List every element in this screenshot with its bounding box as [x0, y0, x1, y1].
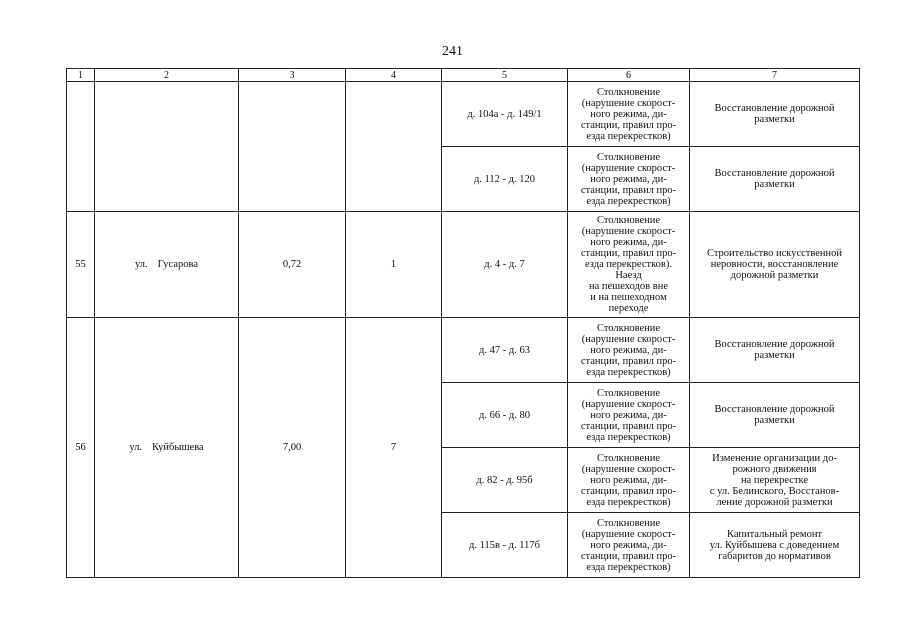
house-range: д. 66 - д. 80	[442, 383, 568, 448]
table-row	[67, 82, 860, 147]
count	[346, 82, 442, 212]
measure: Изменение организации до- рожного движения на перекрестке с ул. Белинского, Восстанов- ление дорожной разметки	[690, 448, 860, 513]
accident-type: Столкновение (нарушение скорост- ного режима, ди- станции, правил про- езда перекрестков)	[568, 448, 690, 513]
measure: Восстановление дорожной разметки	[690, 82, 860, 147]
measure: Восстановление дорожной разметки	[690, 147, 860, 212]
house-range: д. 115в - д. 117б	[442, 513, 568, 578]
house-range: д. 104а - д. 149/1	[442, 82, 568, 147]
row-number: 56	[67, 318, 95, 578]
accident-type: Столкновение (нарушение скорост- ного режима, ди- станции, правил про- езда перекрестков)	[568, 82, 690, 147]
measure: Капитальный ремонт ул. Куйбышева с доведением габаритов до нормативов	[690, 513, 860, 578]
accident-type: Столкновение (нарушение скорост- ного режима, ди- станции, правил про- езда перекрестков)	[568, 513, 690, 578]
street-name	[95, 212, 239, 318]
header-cell: 5	[442, 69, 568, 82]
street-title: Куйбышева	[151, 442, 204, 453]
accident-type: Столкновение (нарушение скорост- ного режима, ди- станции, правил про- езда перекрестков)	[568, 147, 690, 212]
header-row	[67, 69, 860, 82]
measure: Восстановление дорожной разметки	[690, 383, 860, 448]
header-cell: 1	[67, 69, 95, 82]
measure: Восстановление дорожной разметки	[690, 318, 860, 383]
measure: Строительство искусственной неровности, восстановление дорожной разметки	[690, 212, 860, 318]
street-name	[95, 318, 239, 578]
house-range: д. 82 - д. 95б	[442, 448, 568, 513]
street-prefix: ул.	[129, 442, 142, 453]
house-range: д. 47 - д. 63	[442, 318, 568, 383]
accident-type: Столкновение (нарушение скорост- ного режима, ди- станции, правил про- езда перекрестков)	[568, 383, 690, 448]
table-row	[67, 318, 860, 383]
house-range: д. 112 - д. 120	[442, 147, 568, 212]
row-number	[67, 82, 95, 212]
length	[239, 82, 346, 212]
accident-type: Столкновение (нарушение скорост- ного режима, ди- станции, правил про- езда перекрестков)	[568, 318, 690, 383]
length: 7,00	[239, 318, 346, 578]
row-number: 55	[67, 212, 95, 318]
header-cell: 7	[690, 69, 860, 82]
length: 0,72	[239, 212, 346, 318]
street-name	[95, 82, 239, 212]
street-prefix: ул.	[134, 259, 148, 270]
header-cell: 3	[239, 69, 346, 82]
table-row	[67, 212, 860, 318]
count: 7	[346, 318, 442, 578]
header-cell: 4	[346, 69, 442, 82]
house-range: д. 4 - д. 7	[442, 212, 568, 318]
accident-type: Столкновение (нарушение скорост- ного режима, ди- станции, правил про- езда перекрестков). Наезд на пешеходов вне и на пешеходном переходе	[568, 212, 690, 318]
header-cell: 6	[568, 69, 690, 82]
count: 1	[346, 212, 442, 318]
street-title: Гусарова	[157, 259, 198, 270]
page-number: 241	[442, 44, 463, 59]
header-cell: 2	[95, 69, 239, 82]
road-safety-table	[66, 68, 860, 578]
